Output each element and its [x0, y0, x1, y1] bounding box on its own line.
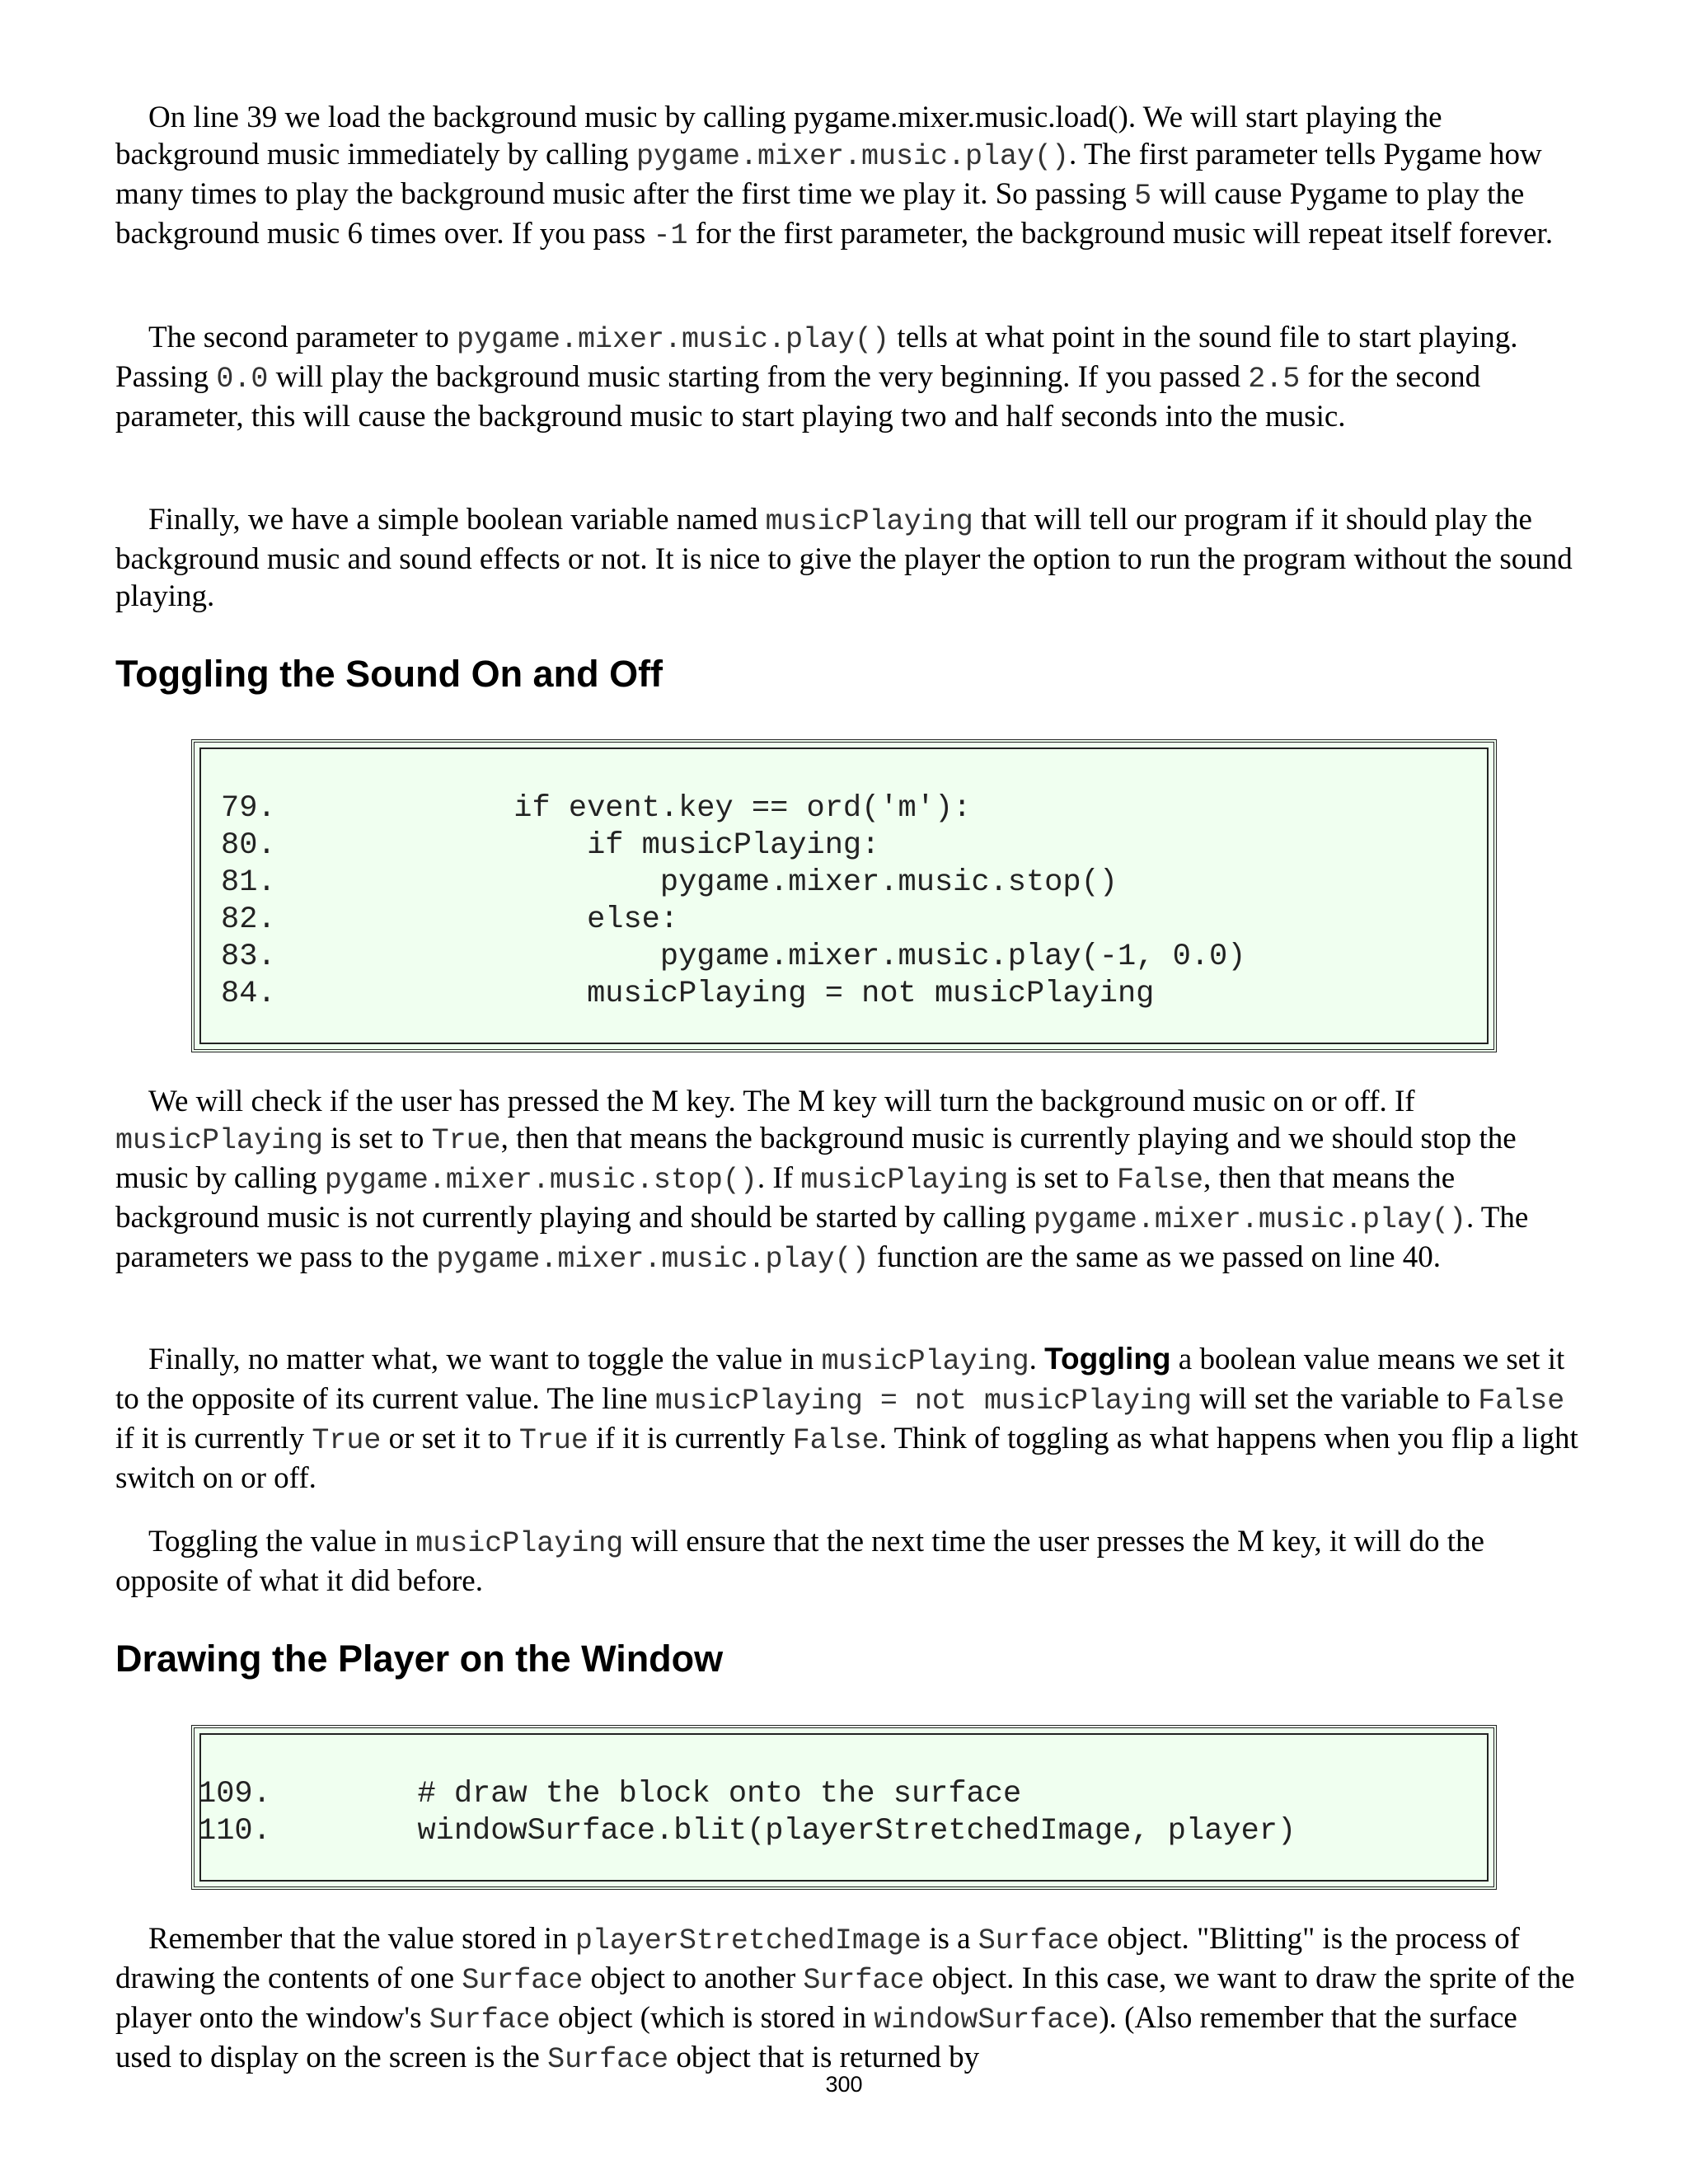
code-inline: -1	[653, 219, 688, 252]
code-inline: False	[792, 1424, 879, 1457]
paragraph-music-playing-variable: Finally, we have a simple boolean variable named musicPlaying that will tell our program if it should play the background music and sound effects or not. It is nice to give the player the option to run the program without the sound playing.	[115, 503, 1573, 613]
bold-term: Toggling	[1044, 1342, 1171, 1376]
code-inline: True	[518, 1424, 588, 1457]
code-inline: False	[1478, 1385, 1565, 1418]
code-inline: playerStretchedImage	[574, 1924, 921, 1957]
code-inline: pygame.mixer.music.play()	[635, 140, 1070, 173]
code-inline: 2.5	[1248, 363, 1301, 396]
paragraph-music-play: On line 39 we load the background music by calling pygame.mixer.music.load(). We will start playing the background music immediately by calling pygame.mixer.music.play(). The first parameter tells Pygame how many times to play the background music after the first time we play it. So passing 5 will cause Pygame to play the background music 6 times over. If you pass -1 for the first parameter, the background music will repeat itself forever.	[115, 101, 1554, 252]
code-inline: Surface	[462, 1964, 584, 1997]
code-inline: Surface	[978, 1924, 1100, 1957]
code-inline: pygame.mixer.music.play()	[1033, 1203, 1466, 1236]
code-inline: pygame.mixer.music.play()	[456, 323, 890, 356]
code-inline: musicPlaying	[821, 1345, 1029, 1378]
code-inline: Surface	[547, 2043, 669, 2076]
code-inline: pygame.mixer.music.play()	[436, 1243, 870, 1276]
paragraph-check-m-key: We will check if the user has pressed the M key. The M key will turn the background music on or off. If musicPlaying is set to True, then that means the background music is currently playing and we should stop the music by calling pygame.mixer.music.stop(). If musicPlaying is set to False, then that means the background music is not currently playing and should be started by calling pygame.mixer.music.play(). The parameters we pass to the pygame.mixer.music.play() function are the same as we passed on line 40.	[115, 1085, 1529, 1276]
code-line: 84. musicPlaying = not musicPlaying	[221, 977, 1155, 1011]
paragraph-toggling: Finally, no matter what, we want to toggle the value in musicPlaying. Toggling a boolean value means we set it to the opposite of its current value. The line musicPlaying = not musicPlaying will set the variable to False if it is currently True or set it to True if it is currently False. Think of toggling as what happens when you flip a light switch on or off.	[115, 1342, 1578, 1495]
code-inline: musicPlaying	[415, 1527, 624, 1560]
code-line: 83. pygame.mixer.music.play(-1, 0.0)	[221, 940, 1246, 974]
paragraph-blitting: Remember that the value stored in playerStretchedImage is a Surface object. "Blitting" is the process of drawing the contents of one Surface object to another Surface object. In this case, we want to draw the sprite of the player onto the window's Surface object (which is stored in windowSurface). (Also remember that the surface used to display on the screen is the Surface object that is returned by	[115, 1922, 1575, 2076]
section-heading-drawing-player: Drawing the Player on the Window	[115, 1638, 724, 1680]
page-number: 300	[825, 2072, 863, 2097]
code-inline: 5	[1134, 180, 1152, 213]
paragraph-toggling-ensures: Toggling the value in musicPlaying will ensure that the next time the user presses the M key, it will do the opposite of what it did before.	[115, 1525, 1484, 1598]
section-heading-toggling-sound: Toggling the Sound On and Off	[115, 653, 663, 695]
code-line: 109. # draw the block onto the surface	[198, 1777, 1022, 1811]
code-inline: musicPlaying	[765, 505, 973, 538]
code-inline: musicPlaying	[115, 1124, 324, 1157]
code-inline: 0.0	[216, 363, 269, 396]
code-inline: musicPlaying	[800, 1164, 1009, 1197]
code-inline: pygame.mixer.music.stop()	[324, 1164, 757, 1197]
code-inline: Surface	[803, 1964, 925, 1997]
code-line: 81. pygame.mixer.music.stop()	[221, 865, 1118, 900]
code-inline: Surface	[429, 2004, 551, 2036]
paragraph-second-parameter: The second parameter to pygame.mixer.music.play() tells at what point in the sound file to start playing. Passing 0.0 will play the background music starting from the very beginning. If you passed 2.5 for the second parameter, this will cause the background music to start playing two and half seconds into the music.	[115, 321, 1518, 434]
code-inline: musicPlaying = not musicPlaying	[654, 1385, 1192, 1418]
code-inline: True	[312, 1424, 382, 1457]
code-line: 80. if musicPlaying:	[221, 828, 880, 863]
code-inline: True	[431, 1124, 501, 1157]
code-line: 82. else:	[221, 902, 679, 937]
code-line: 79. if event.key == ord('m'):	[221, 791, 972, 826]
code-inline: windowSurface	[874, 2004, 1100, 2036]
code-listing-draw-player	[191, 1725, 1497, 1890]
code-inline: False	[1116, 1164, 1203, 1197]
code-listing-toggle-sound	[191, 739, 1497, 1052]
code-line: 110. windowSurface.blit(playerStretchedImage, player)	[198, 1814, 1296, 1849]
